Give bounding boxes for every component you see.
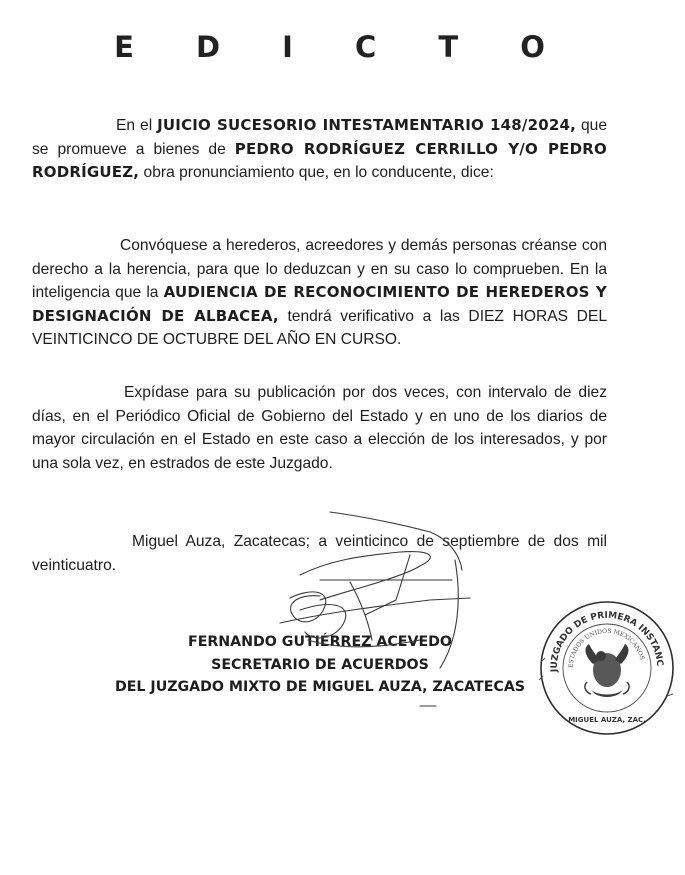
case-number: JUICIO SUCESORIO INTESTAMENTARIO 148/2024,	[157, 116, 577, 134]
paragraph-convocation	[32, 234, 607, 352]
signature-block	[60, 631, 580, 699]
deceased-name: PEDRO RODRÍGUEZ CERRILLO Y/O PEDRO RODRÍGUEZ,	[32, 139, 607, 181]
p2-text-1: Convóquese a herederos, acreedores y demás personas créanse con derecho a la herencia, para que lo deduzcan y en su caso lo comprueben. En la inteligencia que la	[32, 237, 607, 301]
seal-inner-text: ESTADOS UNIDOS MEXICANOS	[567, 627, 646, 669]
p2-text-2: tendrá verificativo a las DIEZ HORAS DEL VEINTICINCO DE OCTUBRE DEL AÑO EN CURSO.	[32, 307, 607, 348]
signatory-position: SECRETARIO DE ACUERDOS	[211, 656, 429, 673]
p1-text-3: obra pronunciamiento que, en lo conducente, dice:	[139, 164, 494, 181]
paragraph-publication: Expídase para su publicación por dos veces, con intervalo de diez días, en el Periódico Oficial de Gobierno del Estado y en uno de los diarios de mayor circulación en el Estado en este caso a elección de los interesados, y por una sola vez, en estrados de este Juzgado.	[32, 384, 607, 472]
seal-bottom-text: MIGUEL AUZA, ZAC.	[568, 716, 646, 724]
court-seal	[537, 598, 677, 738]
paragraph-case-intro	[32, 114, 607, 185]
seal-outer-text: JUZGADO DE PRIMERA INSTANC	[549, 610, 665, 673]
p1-text-2: que se promueve a bienes de	[32, 117, 607, 158]
seal-emblem-icon	[537, 598, 677, 738]
signatory-court: DEL JUZGADO MIXTO DE MIGUEL AUZA, ZACATECAS	[114, 679, 526, 695]
hearing-name: AUDIENCIA DE RECONOCIMIENTO DE HEREDEROS Y DESIGNACIÓN DE ALBACEA,	[32, 283, 607, 325]
p1-text-1: En el	[116, 117, 158, 134]
paragraph-place-date: Miguel Auza, Zacatecas; a veinticinco de septiembre de dos mil veinticuatro.	[32, 533, 607, 574]
signatory-name: FERNANDO GUTIÉRREZ ACEVEDO	[188, 634, 452, 650]
document-title: E D I C T O	[114, 30, 571, 64]
